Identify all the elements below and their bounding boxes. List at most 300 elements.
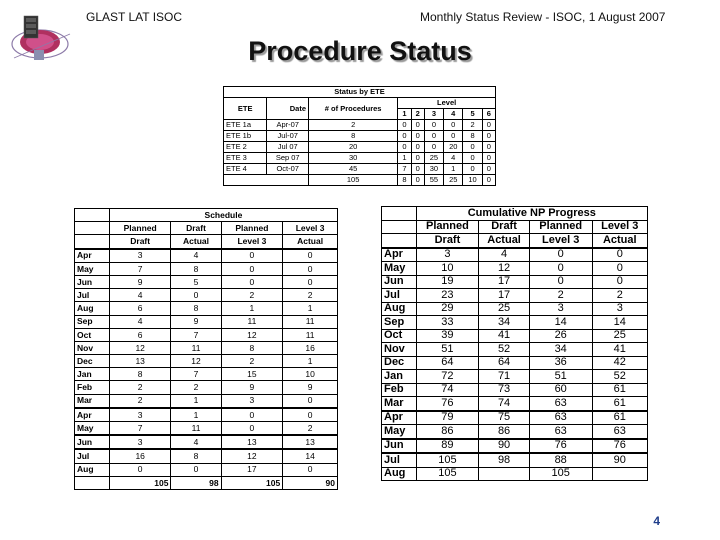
sched-value: 17 xyxy=(221,463,283,476)
sched-value: 7 xyxy=(109,262,171,275)
prog-value: 76 xyxy=(529,439,592,454)
sched-totals-blank xyxy=(75,476,110,489)
prog-corner xyxy=(382,234,417,248)
ete-total-procedures: 105 xyxy=(309,175,398,186)
prog-value: 63 xyxy=(592,425,647,439)
ete-total-level: 55 xyxy=(424,175,443,186)
level-number-header: 2 xyxy=(411,109,424,120)
prog-value: 71 xyxy=(479,370,530,384)
prog-column-header-top: Planned xyxy=(529,220,592,234)
ete-level-value: 0 xyxy=(411,164,424,175)
prog-value: 2 xyxy=(529,289,592,303)
level-number-header: 6 xyxy=(482,109,495,120)
sched-value: 2 xyxy=(109,381,171,394)
ete-level-value: 1 xyxy=(398,153,411,164)
sched-value: 7 xyxy=(171,328,221,341)
sched-value: 0 xyxy=(171,289,221,302)
ete-level-value: 0 xyxy=(444,131,463,142)
prog-value: 0 xyxy=(592,275,647,289)
prog-value: 73 xyxy=(479,383,530,397)
ete-row xyxy=(224,164,496,175)
ete-table-caption: Status by ETE xyxy=(224,87,496,98)
prog-month-label: Oct xyxy=(382,329,417,343)
sched-month-row xyxy=(75,394,338,408)
sched-value: 11 xyxy=(283,315,338,328)
sched-month-label: Nov xyxy=(75,341,110,354)
sched-value: 13 xyxy=(109,355,171,368)
ete-level-value: 0 xyxy=(444,120,463,131)
prog-value: 74 xyxy=(479,397,530,411)
ete-date: Oct-07 xyxy=(267,164,309,175)
prog-value: 86 xyxy=(479,425,530,439)
schedule-caption: Schedule xyxy=(109,209,337,222)
ete-procedure-count: 2 xyxy=(309,120,398,131)
sched-column-header-top: Planned xyxy=(109,222,171,235)
prog-value: 12 xyxy=(479,262,530,276)
prog-value: 63 xyxy=(529,397,592,411)
level-number-header: 4 xyxy=(444,109,463,120)
sched-month-row xyxy=(75,249,338,263)
prog-value: 90 xyxy=(479,439,530,454)
prog-month-label: Aug xyxy=(382,467,417,481)
prog-column-header-bottom: Actual xyxy=(592,234,647,248)
prog-value: 25 xyxy=(592,329,647,343)
sched-value: 2 xyxy=(221,289,283,302)
sched-column-header-bottom: Actual xyxy=(171,235,221,249)
sched-value: 0 xyxy=(221,262,283,275)
level-col-header: Level xyxy=(398,98,496,109)
sched-value: 2 xyxy=(283,289,338,302)
prog-value: 0 xyxy=(592,262,647,276)
prog-month-row xyxy=(382,383,648,397)
prog-value: 36 xyxy=(529,356,592,370)
prog-value: 23 xyxy=(416,289,479,303)
level-number-header: 5 xyxy=(463,109,482,120)
prog-value: 74 xyxy=(416,383,479,397)
sched-month-label: Oct xyxy=(75,328,110,341)
sched-value: 4 xyxy=(109,315,171,328)
prog-value: 61 xyxy=(592,397,647,411)
sched-value: 1 xyxy=(171,394,221,408)
ete-total-level: 0 xyxy=(411,175,424,186)
prog-value: 75 xyxy=(479,411,530,425)
prog-month-row xyxy=(382,289,648,303)
prog-value: 25 xyxy=(479,302,530,316)
sched-value: 16 xyxy=(283,341,338,354)
prog-value: 10 xyxy=(416,262,479,276)
ete-level-value: 0 xyxy=(424,120,443,131)
ete-totals-row xyxy=(224,175,496,186)
ete-name: ETE 2 xyxy=(224,142,267,153)
sched-month-label: Feb xyxy=(75,381,110,394)
ete-level-value: 0 xyxy=(482,164,495,175)
sched-value: 8 xyxy=(109,368,171,381)
sched-value: 2 xyxy=(283,422,338,436)
prog-month-row xyxy=(382,262,648,276)
sched-month-label: Aug xyxy=(75,302,110,315)
ete-level-value: 0 xyxy=(463,153,482,164)
ete-name: ETE 3 xyxy=(224,153,267,164)
sched-value: 4 xyxy=(109,289,171,302)
prog-value: 19 xyxy=(416,275,479,289)
sched-value: 9 xyxy=(109,275,171,288)
prog-value xyxy=(479,467,530,481)
prog-value: 61 xyxy=(592,383,647,397)
ete-level-value: 30 xyxy=(424,164,443,175)
sched-value: 15 xyxy=(221,368,283,381)
sched-total-value: 105 xyxy=(109,476,171,489)
sched-month-row xyxy=(75,355,338,368)
sched-month-row xyxy=(75,435,338,449)
sched-month-row xyxy=(75,449,338,463)
prog-month-row xyxy=(382,453,648,467)
prog-value: 76 xyxy=(592,439,647,454)
sched-column-header-top: Level 3 xyxy=(283,222,338,235)
prog-column-header-bottom: Actual xyxy=(479,234,530,248)
sched-value: 2 xyxy=(171,381,221,394)
prog-month-label: May xyxy=(382,425,417,439)
ete-level-value: 0 xyxy=(463,142,482,153)
sched-value: 6 xyxy=(109,302,171,315)
prog-month-row xyxy=(382,370,648,384)
sched-value: 9 xyxy=(171,315,221,328)
sched-value: 11 xyxy=(171,422,221,436)
sched-month-label: May xyxy=(75,422,110,436)
prog-month-label: Feb xyxy=(382,383,417,397)
sched-value: 11 xyxy=(283,328,338,341)
sched-month-row xyxy=(75,381,338,394)
prog-value: 90 xyxy=(592,453,647,467)
sched-value: 0 xyxy=(283,262,338,275)
sched-month-row xyxy=(75,315,338,328)
sched-month-row xyxy=(75,463,338,476)
prog-value: 105 xyxy=(529,467,592,481)
ete-row xyxy=(224,120,496,131)
prog-value: 14 xyxy=(592,316,647,330)
sched-corner xyxy=(75,222,110,235)
prog-value: 3 xyxy=(529,302,592,316)
sched-month-label: Jun xyxy=(75,275,110,288)
sched-value: 0 xyxy=(221,249,283,263)
sched-month-label: Jan xyxy=(75,368,110,381)
prog-month-label: Jul xyxy=(382,289,417,303)
ete-row xyxy=(224,142,496,153)
ete-date: Jul-07 xyxy=(267,131,309,142)
sched-month-row xyxy=(75,422,338,436)
date-col-header: Date xyxy=(267,98,309,120)
sched-value: 1 xyxy=(283,355,338,368)
prog-value: 63 xyxy=(529,425,592,439)
prog-value: 51 xyxy=(416,343,479,357)
ete-level-value: 20 xyxy=(444,142,463,153)
sched-month-row xyxy=(75,289,338,302)
page-title: Procedure Status xyxy=(248,36,472,66)
prog-value: 64 xyxy=(479,356,530,370)
prog-value: 34 xyxy=(529,343,592,357)
page-number: 4 xyxy=(653,514,660,528)
sched-value: 14 xyxy=(283,449,338,463)
sched-column-header-top: Draft xyxy=(171,222,221,235)
sched-month-label: Jul xyxy=(75,449,110,463)
prog-value: 3 xyxy=(416,248,479,262)
prog-value: 61 xyxy=(592,411,647,425)
prog-value: 88 xyxy=(529,453,592,467)
prog-month-label: Sep xyxy=(382,316,417,330)
ete-procedure-count: 30 xyxy=(309,153,398,164)
sched-month-label: Apr xyxy=(75,408,110,422)
ete-level-value: 8 xyxy=(463,131,482,142)
sched-total-value: 90 xyxy=(283,476,338,489)
sched-month-label: Jun xyxy=(75,435,110,449)
ete-level-value: 0 xyxy=(424,131,443,142)
ete-level-value: 0 xyxy=(482,142,495,153)
sched-month-label: Mar xyxy=(75,394,110,408)
prog-value: 76 xyxy=(416,397,479,411)
sched-value: 16 xyxy=(109,449,171,463)
sched-value: 0 xyxy=(283,275,338,288)
ete-name: ETE 1a xyxy=(224,120,267,131)
sched-month-label: Jul xyxy=(75,289,110,302)
prog-value: 89 xyxy=(416,439,479,454)
sched-column-header-top: Planned xyxy=(221,222,283,235)
prog-value: 34 xyxy=(479,316,530,330)
ete-date: Jul 07 xyxy=(267,142,309,153)
prog-month-row xyxy=(382,397,648,411)
sched-month-label: Sep xyxy=(75,315,110,328)
sched-month-row xyxy=(75,262,338,275)
cumulative-progress-table xyxy=(381,206,648,481)
sched-month-label: May xyxy=(75,262,110,275)
ete-row xyxy=(224,153,496,164)
sched-value: 4 xyxy=(171,435,221,449)
prog-month-label: Aug xyxy=(382,302,417,316)
sched-value: 5 xyxy=(171,275,221,288)
sched-value: 8 xyxy=(171,262,221,275)
schedule-table xyxy=(74,208,338,490)
sched-value: 2 xyxy=(109,394,171,408)
prog-corner xyxy=(382,220,417,234)
sched-total-value: 98 xyxy=(171,476,221,489)
ete-total-level: 8 xyxy=(398,175,411,186)
sched-value: 3 xyxy=(109,249,171,263)
sched-month-row xyxy=(75,368,338,381)
sched-value: 12 xyxy=(221,449,283,463)
sched-value: 1 xyxy=(283,302,338,315)
prog-value: 17 xyxy=(479,275,530,289)
sched-month-label: Dec xyxy=(75,355,110,368)
sched-value: 12 xyxy=(221,328,283,341)
sched-value: 2 xyxy=(221,355,283,368)
prog-value: 79 xyxy=(416,411,479,425)
prog-value: 42 xyxy=(592,356,647,370)
prog-value: 0 xyxy=(529,262,592,276)
sched-month-row xyxy=(75,408,338,422)
prog-column-header-bottom: Draft xyxy=(416,234,479,248)
ete-level-value: 7 xyxy=(398,164,411,175)
prog-value: 98 xyxy=(479,453,530,467)
sched-value: 7 xyxy=(171,368,221,381)
ete-level-value: 0 xyxy=(411,131,424,142)
sched-value: 0 xyxy=(221,408,283,422)
ete-level-value: 0 xyxy=(482,153,495,164)
ete-total-level: 0 xyxy=(482,175,495,186)
sched-value: 6 xyxy=(109,328,171,341)
sched-value: 0 xyxy=(283,249,338,263)
sched-value: 7 xyxy=(109,422,171,436)
prog-month-row xyxy=(382,411,648,425)
sched-value: 8 xyxy=(171,302,221,315)
sched-value: 12 xyxy=(171,355,221,368)
sched-column-header-bottom: Draft xyxy=(109,235,171,249)
level-number-header: 3 xyxy=(424,109,443,120)
ete-total-level: 10 xyxy=(463,175,482,186)
sched-value: 3 xyxy=(109,435,171,449)
sched-value: 11 xyxy=(221,315,283,328)
prog-value: 52 xyxy=(479,343,530,357)
ete-level-value: 0 xyxy=(398,142,411,153)
ete-level-value: 25 xyxy=(424,153,443,164)
prog-month-row xyxy=(382,302,648,316)
prog-value: 51 xyxy=(529,370,592,384)
prog-month-row xyxy=(382,467,648,481)
ete-procedure-count: 8 xyxy=(309,131,398,142)
progress-caption: Cumulative NP Progress xyxy=(416,207,647,221)
sched-column-header-bottom: Actual xyxy=(283,235,338,249)
ete-date: Apr-07 xyxy=(267,120,309,131)
prog-value: 3 xyxy=(592,302,647,316)
sched-value: 0 xyxy=(283,408,338,422)
sched-value: 13 xyxy=(221,435,283,449)
sched-value: 11 xyxy=(171,341,221,354)
prog-month-label: Jan xyxy=(382,370,417,384)
prog-value: 41 xyxy=(479,329,530,343)
ete-level-value: 0 xyxy=(398,120,411,131)
ete-row xyxy=(224,131,496,142)
level-number-header: 1 xyxy=(398,109,411,120)
sched-value: 3 xyxy=(109,408,171,422)
sched-value: 4 xyxy=(171,249,221,263)
ete-procedure-count: 45 xyxy=(309,164,398,175)
sched-corner xyxy=(75,235,110,249)
sched-total-value: 105 xyxy=(221,476,283,489)
prog-month-row xyxy=(382,356,648,370)
ete-level-value: 1 xyxy=(444,164,463,175)
prog-month-label: Apr xyxy=(382,248,417,262)
prog-month-label: Jun xyxy=(382,275,417,289)
sched-column-header-bottom: Level 3 xyxy=(221,235,283,249)
sched-value: 0 xyxy=(283,394,338,408)
prog-month-row xyxy=(382,275,648,289)
prog-column-header-top: Level 3 xyxy=(592,220,647,234)
header-left: GLAST LAT ISOC xyxy=(86,10,183,24)
prog-month-row xyxy=(382,316,648,330)
ete-level-value: 0 xyxy=(411,153,424,164)
prog-value: 33 xyxy=(416,316,479,330)
prog-value xyxy=(592,467,647,481)
ete-level-value: 0 xyxy=(482,131,495,142)
prog-value: 17 xyxy=(479,289,530,303)
prog-column-header-top: Planned xyxy=(416,220,479,234)
prog-value: 0 xyxy=(592,248,647,262)
prog-column-header-bottom: Level 3 xyxy=(529,234,592,248)
prog-value: 14 xyxy=(529,316,592,330)
prog-month-label: Apr xyxy=(382,411,417,425)
prog-month-label: Dec xyxy=(382,356,417,370)
ete-procedure-count: 20 xyxy=(309,142,398,153)
ete-level-value: 0 xyxy=(398,131,411,142)
sched-value: 0 xyxy=(221,422,283,436)
sched-value: 0 xyxy=(283,463,338,476)
sched-value: 3 xyxy=(221,394,283,408)
prog-value: 0 xyxy=(529,248,592,262)
prog-month-label: Jun xyxy=(382,439,417,454)
prog-month-label: May xyxy=(382,262,417,276)
ete-date: Sep 07 xyxy=(267,153,309,164)
prog-value: 105 xyxy=(416,453,479,467)
prog-value: 60 xyxy=(529,383,592,397)
sched-value: 9 xyxy=(221,381,283,394)
status-by-ete-table xyxy=(223,86,496,186)
header-right: Monthly Status Review - ISOC, 1 August 2007 xyxy=(420,10,666,24)
sched-value: 8 xyxy=(171,449,221,463)
ete-level-value: 2 xyxy=(463,120,482,131)
prog-value: 2 xyxy=(592,289,647,303)
prog-month-label: Mar xyxy=(382,397,417,411)
prog-month-label: Jul xyxy=(382,453,417,467)
ete-level-value: 0 xyxy=(411,120,424,131)
ete-level-value: 0 xyxy=(411,142,424,153)
prog-value: 26 xyxy=(529,329,592,343)
num-procedures-col-header: # of Procedures xyxy=(309,98,398,120)
sched-value: 0 xyxy=(109,463,171,476)
sched-value: 10 xyxy=(283,368,338,381)
sched-value: 0 xyxy=(221,275,283,288)
ete-level-value: 0 xyxy=(482,120,495,131)
sched-month-row xyxy=(75,302,338,315)
prog-value: 72 xyxy=(416,370,479,384)
prog-value: 0 xyxy=(529,275,592,289)
sched-value: 9 xyxy=(283,381,338,394)
ete-col-header: ETE xyxy=(224,98,267,120)
ete-total-level: 25 xyxy=(444,175,463,186)
ete-name: ETE 4 xyxy=(224,164,267,175)
prog-value: 63 xyxy=(529,411,592,425)
prog-month-row xyxy=(382,439,648,454)
prog-month-row xyxy=(382,329,648,343)
prog-value: 52 xyxy=(592,370,647,384)
sched-value: 0 xyxy=(171,463,221,476)
ete-name: ETE 1b xyxy=(224,131,267,142)
prog-value: 105 xyxy=(416,467,479,481)
prog-month-label: Nov xyxy=(382,343,417,357)
prog-month-row xyxy=(382,248,648,262)
ete-level-value: 4 xyxy=(444,153,463,164)
prog-value: 41 xyxy=(592,343,647,357)
ete-level-value: 0 xyxy=(463,164,482,175)
sched-month-label: Apr xyxy=(75,249,110,263)
sched-value: 12 xyxy=(109,341,171,354)
prog-value: 39 xyxy=(416,329,479,343)
sched-value: 8 xyxy=(221,341,283,354)
sched-month-row xyxy=(75,275,338,288)
prog-value: 4 xyxy=(479,248,530,262)
sched-value: 13 xyxy=(283,435,338,449)
prog-value: 64 xyxy=(416,356,479,370)
ete-level-value: 0 xyxy=(424,142,443,153)
sched-month-row xyxy=(75,341,338,354)
prog-value: 29 xyxy=(416,302,479,316)
prog-column-header-top: Draft xyxy=(479,220,530,234)
